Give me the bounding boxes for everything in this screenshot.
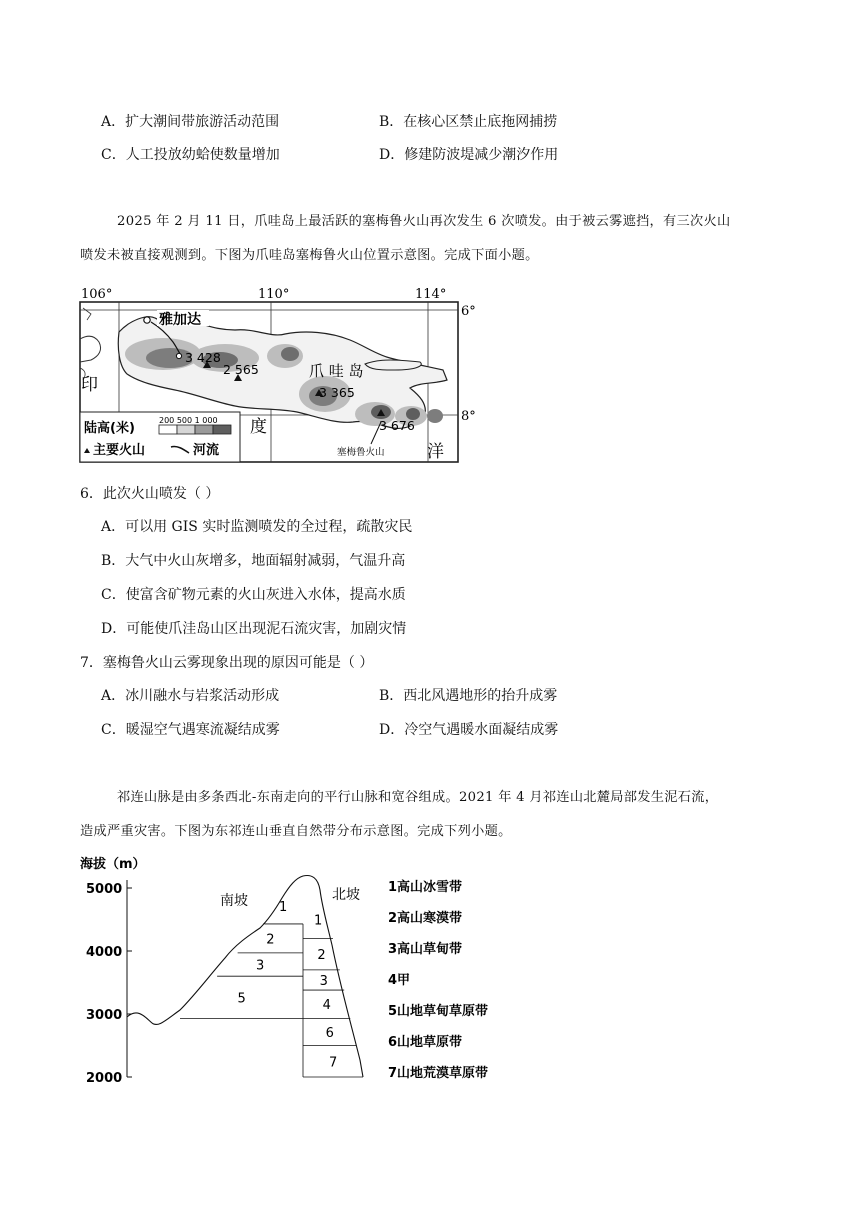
jakarta-label: 雅加达 — [159, 312, 201, 328]
north-zone-label-6: 6 — [325, 1025, 334, 1041]
lon-label-110: 110° — [258, 287, 290, 302]
elevation-3365: 3 365 — [319, 385, 355, 400]
java-volcano-map — [75, 284, 485, 466]
q5-option-b: B．在核心区禁止底拖网捕捞 — [379, 114, 558, 130]
y-tick-label: 3000 — [86, 1008, 123, 1023]
passage1-line2: 喷发未被直接观测到。下图为爪哇岛塞梅鲁火山位置示意图。完成下面小题。 — [80, 248, 539, 263]
legend-ticks: 200 500 1 000 — [159, 416, 218, 425]
q5-option-d: D．修建防波堤减少潮汐作用 — [379, 147, 559, 163]
zone-legend-item: 4甲 — [388, 973, 411, 988]
north-zone-label-7: 7 — [329, 1055, 338, 1071]
north-slope-label: 北坡 — [332, 887, 360, 903]
south-zone-label-5: 5 — [237, 991, 246, 1007]
madura-island — [365, 360, 421, 370]
passage2-line2: 造成严重灾害。下图为东祁连山垂直自然带分布示意图。完成下列小题。 — [80, 824, 512, 839]
ocean-char-yin: 印 — [81, 375, 98, 395]
semeru-label: 塞梅鲁火山 — [337, 447, 385, 458]
q6-stem: 6．此次火山喷发（ ） — [80, 486, 220, 502]
q6-option-b: B．大气中火山灰增多，地面辐射减弱，气温升高 — [101, 553, 406, 569]
south-slope-label: 南坡 — [220, 893, 248, 909]
zone-legend-item: 2高山寒漠带 — [388, 911, 463, 926]
vertical-zone-diagram — [70, 850, 510, 1095]
elevation-2565: 2 565 — [223, 362, 259, 377]
q7-option-a: A．冰川融水与岩浆活动形成 — [101, 688, 280, 704]
y-axis-title: 海拔（m） — [80, 857, 146, 872]
zone-legend-item: 7山地荒漠草原带 — [388, 1066, 489, 1081]
lat-label-8: 8° — [461, 409, 476, 424]
north-zone-label-2: 2 — [317, 948, 326, 964]
sumatra-coast — [80, 336, 101, 362]
q5-option-c: C．人工投放幼蛤使数量增加 — [101, 147, 280, 163]
north-zone-label-4: 4 — [322, 998, 331, 1014]
q6-option-d: D．可能使爪洼岛山区出现泥石流灾害，加剧灾情 — [101, 621, 407, 637]
passage1-line1: 2025 年 2 月 11 日，爪哇岛上最活跃的塞梅鲁火山再次发生 6 次喷发。由于被云雾遮挡，有三次火山 — [117, 214, 731, 229]
elevation-3676: 3 676 — [379, 418, 415, 433]
island-label: 爪 哇 岛 — [309, 362, 364, 380]
y-tick-label: 2000 — [86, 1071, 123, 1086]
lon-label-106: 106° — [81, 287, 113, 302]
zone-legend-item: 1高山冰雪带 — [388, 880, 463, 895]
north-zone-label-1: 1 — [313, 913, 323, 929]
ocean-char-yang: 洋 — [427, 442, 444, 462]
south-zone-label-2: 2 — [266, 932, 275, 948]
y-tick-label: 4000 — [86, 945, 123, 960]
q7-option-c: C．暖湿空气遇寒流凝结成雾 — [101, 722, 280, 738]
legend-title: 陆高(米) — [84, 421, 135, 436]
q5-option-a: A．扩大潮间带旅游活动范围 — [101, 114, 280, 130]
legend-river: 河流 — [193, 443, 220, 458]
jakarta-marker — [144, 317, 150, 323]
q7-stem: 7．塞梅鲁火山云雾现象出现的原因可能是（ ） — [80, 655, 374, 671]
lon-label-114: 114° — [415, 287, 447, 302]
q7-option-d: D．冷空气遇暖水面凝结成雾 — [379, 722, 559, 738]
zone-legend-item: 6山地草原带 — [388, 1035, 463, 1050]
elevation-3428: 3 428 — [185, 350, 221, 365]
lat-label-6: 6° — [461, 304, 476, 319]
south-zone-label-1: 1 — [279, 899, 288, 915]
south-zone-label-3: 3 — [256, 958, 265, 974]
q7-option-b: B．西北风遇地形的抬升成雾 — [379, 688, 558, 704]
q6-option-a: A．可以用 GIS 实时监测喷发的全过程，疏散灾民 — [101, 519, 413, 535]
zone-legend-item: 5山地草甸草原带 — [388, 1004, 489, 1019]
ocean-char-du: 度 — [250, 417, 267, 437]
legend-volcano: 主要火山 — [93, 443, 146, 458]
zone-legend-item: 3高山草甸带 — [388, 942, 463, 957]
y-tick-label: 5000 — [86, 882, 123, 897]
north-zone-label-3: 3 — [319, 973, 328, 989]
q6-option-c: C．使富含矿物元素的火山灰进入水体，提高水质 — [101, 587, 406, 603]
passage2-line1: 祁连山脉是由多条西北-东南走向的平行山脉和宽谷组成。2021 年 4 月祁连山北麓局部发生泥石流， — [117, 790, 719, 805]
